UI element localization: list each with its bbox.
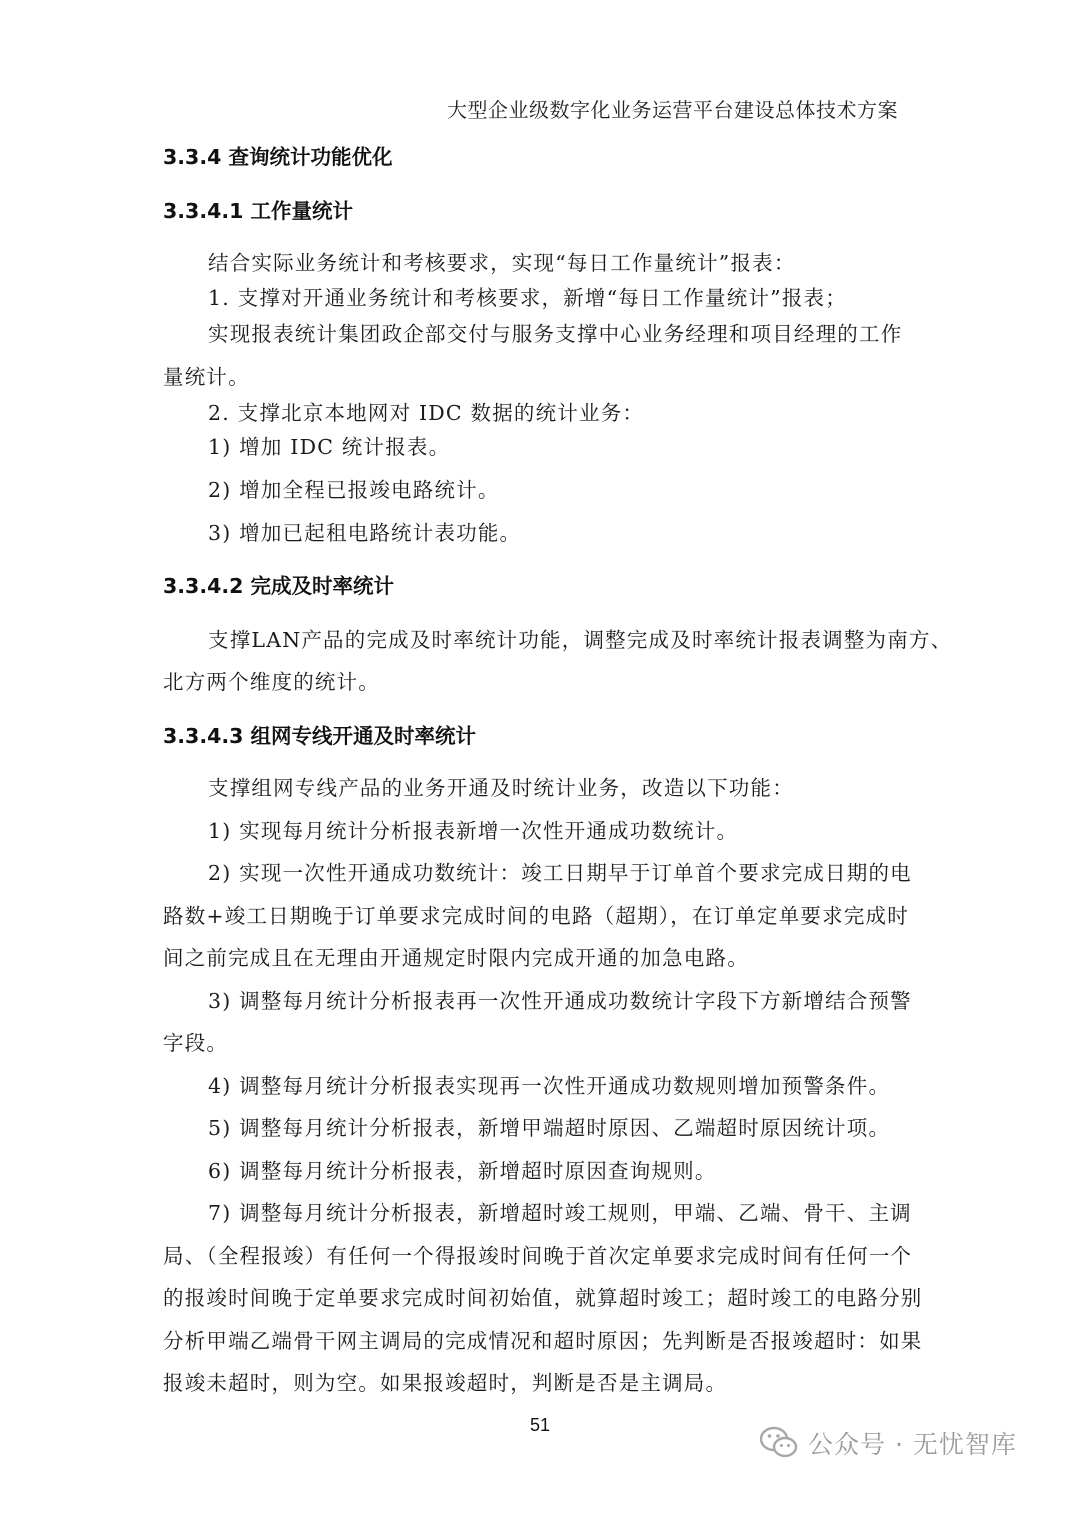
- watermark-text: 公众号 · 无忧智库: [808, 1430, 1017, 1459]
- paragraph-line: 结合实际业务统计和考核要求，实现“每日工作量统计”报表：: [208, 251, 796, 275]
- paragraph-line: 实现报表统计集团政企部交付与服务支撑中心业务经理和项目经理的工作: [208, 322, 903, 346]
- paragraph-line: 支撑组网专线产品的业务开通及时统计业务，改造以下功能：: [208, 776, 794, 800]
- paragraph-line: 5) 调整每月统计分析报表，新增甲端超时原因、乙端超时原因统计项。: [208, 1116, 891, 1140]
- paragraph-line: 北方两个维度的统计。: [163, 670, 380, 694]
- paragraph-line: 1) 实现每月统计分析报表新增一次性开通成功数统计。: [208, 819, 739, 843]
- wechat-icon: [760, 1426, 798, 1460]
- page-number: 51: [529, 1415, 551, 1435]
- paragraph-line: 支撑LAN产品的完成及时率统计功能，调整完成及时率统计报表调整为南方、: [208, 628, 953, 652]
- paragraph-line: 分析甲端乙端骨干网主调局的完成情况和超时原因；先判断是否报竣超时：如果: [163, 1329, 923, 1353]
- paragraph-line: 路数+竣工日期晚于订单要求完成时间的电路（超期），在订单定单要求完成时: [163, 904, 909, 928]
- paragraph-line: 7) 调整每月统计分析报表，新增超时竣工规则，甲端、乙端、骨干、主调: [208, 1201, 912, 1225]
- paragraph-line: 6) 调整每月统计分析报表，新增超时原因查询规则。: [208, 1159, 717, 1183]
- heading-3-3-4-1: 3.3.4.1 工作量统计: [163, 199, 354, 223]
- heading-3-3-4-3: 3.3.4.3 组网专线开通及时率统计: [163, 724, 477, 748]
- paragraph-line: 量统计。: [163, 365, 250, 389]
- paragraph-line: 3) 调整每月统计分析报表再一次性开通成功数统计字段下方新增结合预警: [208, 989, 912, 1013]
- paragraph-line: 2) 实现一次性开通成功数统计：竣工日期早于订单首个要求完成日期的电: [208, 861, 912, 885]
- heading-3-3-4-2: 3.3.4.2 完成及时率统计: [163, 574, 395, 598]
- paragraph-line: 报竣未超时，则为空。如果报竣超时，判断是否是主调局。: [163, 1371, 728, 1395]
- paragraph-line: 1) 增加 IDC 统计报表。: [208, 435, 451, 459]
- heading-3-3-4: 3.3.4 查询统计功能优化: [163, 145, 393, 169]
- paragraph-line: 2. 支撑北京本地网对 IDC 数据的统计业务：: [208, 401, 645, 425]
- paragraph-line: 4) 调整每月统计分析报表实现再一次性开通成功数规则增加预警条件。: [208, 1074, 891, 1098]
- paragraph-line: 3) 增加已起租电路统计表功能。: [208, 521, 522, 545]
- paragraph-line: 字段。: [163, 1031, 229, 1055]
- paragraph-line: 2) 增加全程已报竣电路统计。: [208, 478, 500, 502]
- watermark: [760, 1425, 1017, 1461]
- paragraph-line: 间之前完成且在无理由开通规定时限内完成开通的加急电路。: [163, 946, 749, 970]
- paragraph-line: 局、（全程报竣）有任何一个得报竣时间晚于首次定单要求完成时间有任何一个: [163, 1244, 913, 1268]
- paragraph-line: 1. 支撑对开通业务统计和考核要求，新增“每日工作量统计”报表；: [208, 286, 847, 310]
- page-header: 大型企业级数字化业务运营平台建设总体技术方案: [447, 98, 898, 122]
- paragraph-line: 的报竣时间晚于定单要求完成时间初始值，就算超时竣工；超时竣工的电路分别: [163, 1286, 923, 1310]
